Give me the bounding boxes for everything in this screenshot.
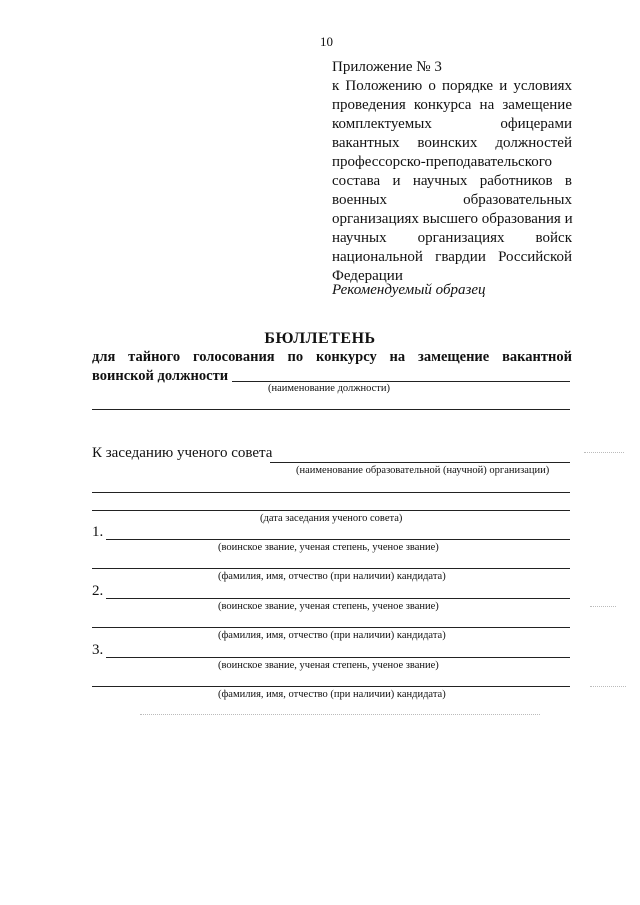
appendix-line: проведения конкурса на замещение [332, 97, 572, 113]
appendix-line: национальной гвардии Российской [332, 249, 572, 265]
organization-caption: (наименование образовательной (научной) организации) [296, 465, 550, 476]
ballot-title: БЮЛЛЕТЕНЬ [264, 330, 376, 347]
appendix-line: научных организациях войск [332, 230, 572, 246]
recommended-sample-label: Рекомендуемый образец [332, 282, 486, 298]
appendix-line: комплектуемых офицерами [332, 116, 572, 132]
position-caption: (наименование должности) [268, 383, 391, 394]
organization-line-continued[interactable] [92, 492, 570, 493]
appendix-line: Федерации [332, 268, 403, 284]
candidate-rank-caption: (воинское звание, ученая степень, ученое звание) [218, 542, 439, 553]
candidate-number: 2. [92, 583, 104, 599]
position-name-line-continued[interactable] [92, 409, 570, 410]
appendix-header [332, 58, 572, 286]
candidate-number: 1. [92, 524, 104, 540]
meeting-date-caption: (дата заседания ученого совета) [260, 513, 403, 524]
ballot-purpose-line: для тайного голосования по конкурсу на замещение вакантной [92, 349, 572, 365]
candidate-name-line[interactable] [92, 686, 570, 687]
scan-speck [584, 452, 624, 453]
candidate-name-caption: (фамилия, имя, отчество (при наличии) кандидата) [218, 571, 446, 582]
position-name-line[interactable] [232, 381, 570, 382]
candidate-name-line[interactable] [92, 627, 570, 628]
appendix-line: профессорско-преподавательского [332, 154, 552, 170]
candidate-number: 3. [92, 642, 104, 658]
scan-speck [590, 686, 626, 687]
candidate-rank-caption: (воинское звание, ученая степень, ученое звание) [218, 601, 439, 612]
candidate-rank-caption: (воинское звание, ученая степень, ученое звание) [218, 660, 439, 671]
appendix-line: вакантных воинских должностей [332, 135, 572, 151]
candidate-rank-line[interactable] [106, 598, 570, 599]
appendix-line: к Положению о порядке и условиях [332, 78, 572, 94]
scan-speck [140, 714, 540, 715]
candidate-rank-line[interactable] [106, 539, 570, 540]
candidate-name-caption: (фамилия, имя, отчество (при наличии) кандидата) [218, 689, 446, 700]
page-number: 10 [320, 34, 333, 49]
appendix-line: состава и научных работников в [332, 173, 572, 189]
organization-line[interactable] [270, 462, 570, 463]
appendix-line: военных образовательных [332, 192, 572, 208]
ballot-purpose-line: воинской должности [92, 368, 229, 384]
candidate-name-caption: (фамилия, имя, отчество (при наличии) кандидата) [218, 630, 446, 641]
appendix-line: организациях высшего образования и [332, 211, 573, 227]
meeting-date-line[interactable] [92, 510, 570, 511]
candidate-name-line[interactable] [92, 568, 570, 569]
appendix-line: Приложение № 3 [332, 59, 442, 75]
meeting-label: К заседанию ученого совета [92, 445, 273, 461]
scan-speck [590, 606, 616, 607]
candidate-rank-line[interactable] [106, 657, 570, 658]
